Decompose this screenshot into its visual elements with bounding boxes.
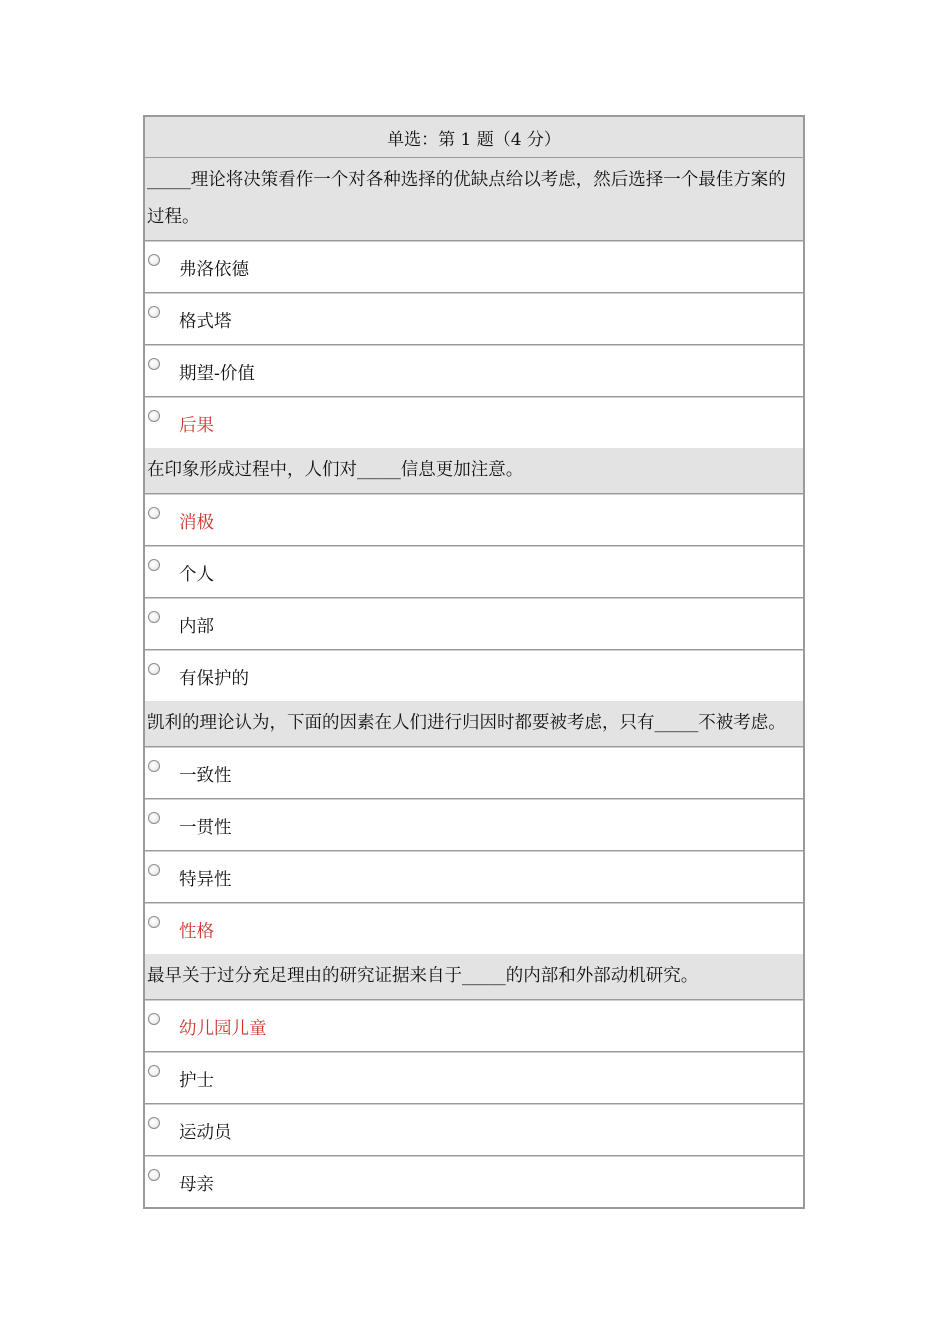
option-row[interactable] bbox=[145, 397, 803, 448]
radio-button[interactable] bbox=[148, 559, 160, 571]
question-block-3 bbox=[145, 701, 803, 954]
radio-button[interactable] bbox=[148, 663, 160, 675]
option-label: 格式塔 bbox=[179, 312, 232, 332]
option-row[interactable] bbox=[145, 747, 803, 799]
radio-button[interactable] bbox=[148, 611, 160, 623]
quiz-table bbox=[143, 115, 805, 1209]
option-row[interactable] bbox=[145, 799, 803, 851]
option-label-answer: 性格 bbox=[179, 922, 214, 942]
option-row[interactable] bbox=[145, 546, 803, 598]
option-label-answer: 后果 bbox=[179, 416, 214, 436]
option-label: 一致性 bbox=[179, 766, 232, 786]
option-row[interactable] bbox=[145, 293, 803, 345]
radio-button[interactable] bbox=[148, 812, 160, 824]
question-block-1 bbox=[145, 158, 803, 448]
question-text: 最早关于过分充足理由的研究证据来自于_____的内部和外部动机研究。 bbox=[145, 954, 803, 1000]
radio-button[interactable] bbox=[148, 1169, 160, 1181]
option-row[interactable] bbox=[145, 650, 803, 701]
option-label: 期望-价值 bbox=[179, 364, 255, 384]
radio-button[interactable] bbox=[148, 1117, 160, 1129]
option-label: 弗洛依德 bbox=[179, 260, 249, 280]
question-block-2 bbox=[145, 448, 803, 701]
option-label: 一贯性 bbox=[179, 818, 232, 838]
option-row[interactable] bbox=[145, 903, 803, 954]
option-label: 运动员 bbox=[179, 1123, 232, 1143]
option-label-answer: 消极 bbox=[179, 513, 214, 533]
option-label: 特异性 bbox=[179, 870, 232, 890]
radio-button[interactable] bbox=[148, 358, 160, 370]
option-label: 有保护的 bbox=[179, 669, 249, 689]
radio-button[interactable] bbox=[148, 254, 160, 266]
option-row[interactable] bbox=[145, 1052, 803, 1104]
option-row[interactable] bbox=[145, 851, 803, 903]
option-row[interactable] bbox=[145, 241, 803, 293]
option-row[interactable] bbox=[145, 1000, 803, 1052]
radio-button[interactable] bbox=[148, 1013, 160, 1025]
option-label: 护士 bbox=[179, 1071, 214, 1091]
radio-button[interactable] bbox=[148, 1065, 160, 1077]
radio-button[interactable] bbox=[148, 507, 160, 519]
quiz-header: 单选：第 1 题（4 分） bbox=[145, 117, 803, 158]
option-row[interactable] bbox=[145, 494, 803, 546]
option-row[interactable] bbox=[145, 1104, 803, 1156]
radio-button[interactable] bbox=[148, 410, 160, 422]
radio-button[interactable] bbox=[148, 864, 160, 876]
question-block-4 bbox=[145, 954, 803, 1207]
option-row[interactable] bbox=[145, 598, 803, 650]
option-label: 个人 bbox=[179, 565, 214, 585]
option-row[interactable] bbox=[145, 345, 803, 397]
option-label-answer: 幼儿园儿童 bbox=[179, 1019, 267, 1039]
option-label: 母亲 bbox=[179, 1175, 214, 1195]
option-row[interactable] bbox=[145, 1156, 803, 1207]
question-text: 凯利的理论认为，下面的因素在人们进行归因时都要被考虑，只有_____不被考虑。 bbox=[145, 701, 803, 747]
option-label: 内部 bbox=[179, 617, 214, 637]
question-text: 在印象形成过程中，人们对_____信息更加注意。 bbox=[145, 448, 803, 494]
question-text: _____理论将决策看作一个对各种选择的优缺点给以考虑，然后选择一个最佳方案的过程。 bbox=[145, 158, 803, 241]
radio-button[interactable] bbox=[148, 760, 160, 772]
radio-button[interactable] bbox=[148, 306, 160, 318]
radio-button[interactable] bbox=[148, 916, 160, 928]
